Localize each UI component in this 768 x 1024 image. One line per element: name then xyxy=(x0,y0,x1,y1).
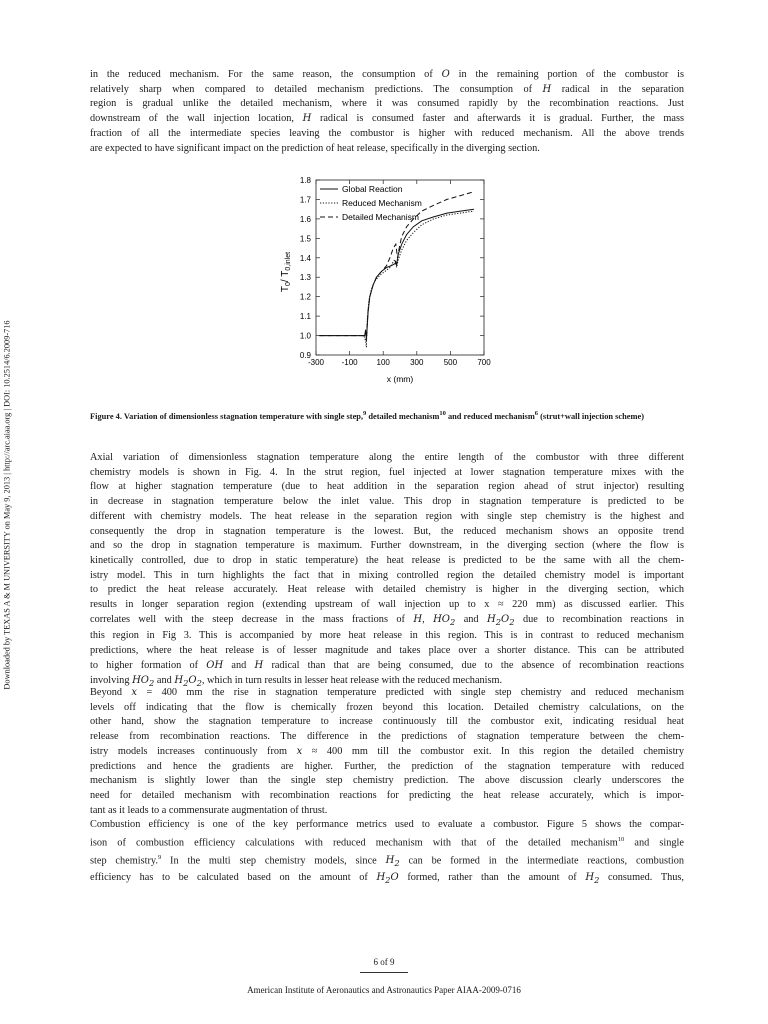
paragraph-4: Combustion efficiency is one of the key performance metrics used to evaluate a combustor. Figure 5 shows the compar- ison of combustion efficiency calculations with reduced mechanism with that of the detailed mechanism$^{10}$ and single step chemistry.$^9$ In the multi step chemistry models, since $H_2$ can be formed in the intermediate reactions, combustion efficiency has to be calculated based on the amount of $H_2O$ formed, rather than the amount of $H_2$ consumed. Thus, xyxy=(90,819,685,885)
legend-label: Global Reaction xyxy=(342,184,403,194)
y-tick-label: 1.5 xyxy=(299,234,311,244)
legend-label: Reduced Mechanism xyxy=(342,198,422,208)
x-tick-label: 500 xyxy=(443,358,458,367)
x-tick-label: -100 xyxy=(341,358,358,367)
page-number: 6 of 9 xyxy=(373,957,395,967)
y-tick-label: 1.2 xyxy=(299,292,311,302)
y-tick-label: 0.9 xyxy=(299,351,311,360)
download-sidebar xyxy=(0,0,18,1024)
y-tick-label: 1.0 xyxy=(299,331,311,341)
y-tick-label: 1.4 xyxy=(299,253,311,263)
series-line-reduced-mechanism xyxy=(319,211,474,347)
x-tick-label: 300 xyxy=(410,358,424,367)
x-axis-label: x (mm) xyxy=(386,374,414,384)
page-number-rule xyxy=(360,972,408,973)
legend-label: Detailed Mechanism xyxy=(342,212,420,222)
x-tick-label: -300 xyxy=(307,358,325,367)
y-tick-label: 1.7 xyxy=(299,195,311,205)
page-footer: American Institute of Aeronautics and Astronautics Paper AIAA-2009-0716 xyxy=(247,985,521,995)
figure-4-caption: Figure 4. Variation of dimensionless stagnation temperature with single step,$^9$ detailed mechanism$^{10}$ and reduced mechanism$^6$ (strut+wall injection scheme) xyxy=(90,410,644,421)
download-notice: Downloaded by TEXAS A & M UNIVERSITY on May 9, 2013 | http://arc.aiaa.org | DOI: 10.2514/6.2009-716 xyxy=(2,320,12,690)
x-tick-label: 100 xyxy=(376,358,390,367)
y-tick-label: 1.8 xyxy=(299,176,311,185)
x-tick-label: 700 xyxy=(477,358,491,367)
paragraph-1: in the reduced mechanism. For the same reason, the consumption of O in the remaining portion of the combustor is relatively sharp when compared to detailed mechanism predictions. The consumption of H radical in the separation region is gradual unlike the detailed mechanism, where it was consumed rapidly by the recombination reactions. Just downstream of the wall injection location, H radical is consumed faster and afterwards it is gradual. Further, the mass fraction of all the intermediate species leaving the combustor is higher with reduced mechanism. All the above trends are expected to have significant impact on the prediction of heat release, specifically in the diverging section. xyxy=(90,69,685,154)
chart-svg xyxy=(250,172,510,392)
y-tick-label: 1.1 xyxy=(299,312,311,322)
y-tick-label: 1.3 xyxy=(299,273,311,283)
paragraph-3: Beyond x = 400 mm the rise in stagnation temperature predicted with single step chemistry and reduced mechanism levels off indicating that the flow is chemically frozen beyond this location. Detailed chemistry calculations, on the other hand, show the stagnation temperature to increase continuously till the combustor exit, indicating residual heat release from recombination reactions. The difference in the predictions of stagnation temperature between the chem- istry models increases continuously from x ≈ 400 mm till the combustor exit. In this region the detailed chemistry predictions and hence the gradients are higher. Further, the prediction of the stagnation temperature with reduced mechanism is slightly lower than the single step chemistry prediction. The above discussion clearly underscores the need for detailed mechanism with recombination reactions for predicting the heat release accurately, which is impor- tant as it leads to a commensurate augmentation of thrust. xyxy=(90,687,685,816)
y-tick-label: 1.6 xyxy=(299,214,311,224)
y-axis-label: $T_0/$ $T_{0,inlet}$ xyxy=(280,251,292,293)
series-line-global-reaction xyxy=(319,209,474,339)
paragraph-2: Axial variation of dimensionless stagnation temperature along the entire length of the combustor with three different chemistry models is shown in Fig. 4. In the strut region, fuel injected at lower stagnation temperature mixes with the flow at higher stagnation temperature (due to heat addition in the separation region ahead of strut injector) resulting in decrease in stagnation temperature below the inlet value. This drop in stagnation temperature is predicted to be different with chemistry models. The heat release in the separation region with single step chemistry is the highest and consequently the drop in stagnation temperature is the lowest. But, the reduced mechanism shows an opposite trend and so the drop in stagnation temperature is maximum. Further downstream, in the diverging section (where the flow is kinetically controlled, due to drop in static temperature) the heat release is predicted to be the same with all the chem- istry model. This in turn highlights the fact that in mixing controlled region the detailed chemistry model is important to predict the heat release accurately. Heat release with detailed chemistry is higher in the diverging section, which results in longer separation region (extending upstream of wall injection up to x ≈ 220 mm) as discussed earlier. This correlates well with the steep decrease in the mass fractions of H, $HO_2$ and $H_2O_2$ due to recombination reactions in this region in Fig 3. This is accompanied by more heat release in this region. This is in contrast to reduced mechanism predictions, where the heat release is of lesser magnitude and takes place over a shorter distance. This can be attributed to higher formation of OH and H radical than that are being consumed, due to the absence of recombination reactions involving $HO_2$ and $H_2O_2$, which in turn results in lesser heat release with the reduced mechanism. xyxy=(90,452,685,688)
figure-4-chart xyxy=(250,172,510,392)
